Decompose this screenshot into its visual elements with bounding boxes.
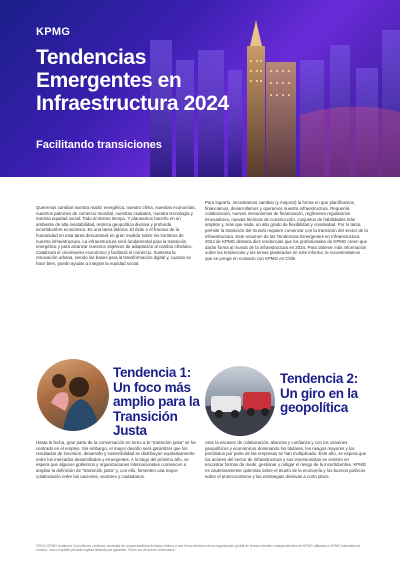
intro-left-paragraph: Queremos cambiar nuestra matriz energética, nuestro clima, nuestras economías, nuestros patrones de comercio mundial, nuestras ciudades, nuestra tecnología y nuestra equidad social. Todo al mismo tiempo. Y planeamos hacerlo en un ambiente de alta inestabilidad, retórica geopolítica divisiva y profunda incertidumbre económica. Es una tarea titánica. El éxito o el fracaso de la humanidad en esta tarea descansará en gran medida sobre los hombros de nuestra infraestructura. La infraestructura será fundamental para la transición energética y para alcanzar nuestros objetivos de adaptación al cambio climático. Catalizará el crecimiento económico y facilitará el comercio. Sustenta la renovación urbana, siendo las bases para la transformación digital y, cuando se hace bien, puede ayudar a integrar la equidad social. [36, 205, 196, 266]
trend-1-title: Tendencia 1: Un foco más amplio para la Transición Justa [113, 365, 200, 438]
kpmg-logo: KPMG [36, 26, 71, 38]
hero-banner [0, 0, 400, 177]
trend-2-body: Ante la escasez de colaboración, alianzas y confianza y con los vaivenes geopolíticos y económicos dominando los titulares, los riesgos mayores y los percibidos por parte de las empresas se han multiplicado. Este año, se espera que los actores del sector de infraestructura y sus inversionistas se centren en encontrar formas de medir, gestionar y mitigar el riesgo de la incertidumbre. KPMG es cautelosamente optimista sobre el triunfo de la economía y los buenos políticos sobre el proteccionismo y las estrategias divisivas a corto plazo. [205, 440, 367, 479]
trend-2-photo [205, 366, 275, 436]
trend-1-body: Hasta la fecha, gran parte de la conversación en torno a la "transición justa" se ha centrado en el empleo. Sin embargo, el mayor desafío será garantizar que los resultados de inversión, desarrollo y sostenibilidad se distribuyan equitativamente entre los mercados desarrollados y emergentes. A lo largo del próximo año, se espera que algunos gobiernos y organizaciones internacionales comiencen a ampliar la definición de "transición justa" y, con ello, fomenten una mayor colaboración entre las naciones, sectores y ciudadanos. [36, 440, 196, 479]
intro-right-paragraph: Para lograrlo, necesitamos cambiar (y mejorar) la forma en que planificamos, financiamos, desarrollamos y operamos nuestra infraestructura. Requerirá colaboración, nuevos mecanismos de financiación, regímenes regulatorios innovadores, nuevas técnicas de construcción, conjuntos de habilidades más amplios y, más que nada, un alto grado de flexibilidad y creatividad. Por lo tanto, permitir la transición del mundo requiere comenzar con la transición del sector de la infraestructura. Este resumen de las Tendencias Emergentes en Infraestructura 2024 de KPMG destaca diez tendencias que los profesionales de KPMG creen que darán forma al mundo de la infraestructura en 2024. Para obtener más información sobre las tendencias y los temas planteados en este informe, le recomendamos que se ponga en contacto con KPMG en Chile. [205, 200, 368, 261]
page-subtitle: Facilitando transiciones [36, 139, 162, 151]
footnote: ©2024 KPMG Auditores Consultores Limitada, sociedad de responsabilidad limitada chilena y una firma miembro de la organización global de firmas miembro independientes de KPMG afiliadas a KPMG International Limited, una compañía privada inglesa limitada por garantía. Todos los derechos reservados. [36, 544, 360, 553]
trend-1-photo [37, 359, 109, 431]
page-title: Tendencias Emergentes en Infraestructura 2024 [36, 46, 229, 115]
trend-2-title: Tendencia 2: Un giro en la geopolítica [280, 371, 358, 415]
